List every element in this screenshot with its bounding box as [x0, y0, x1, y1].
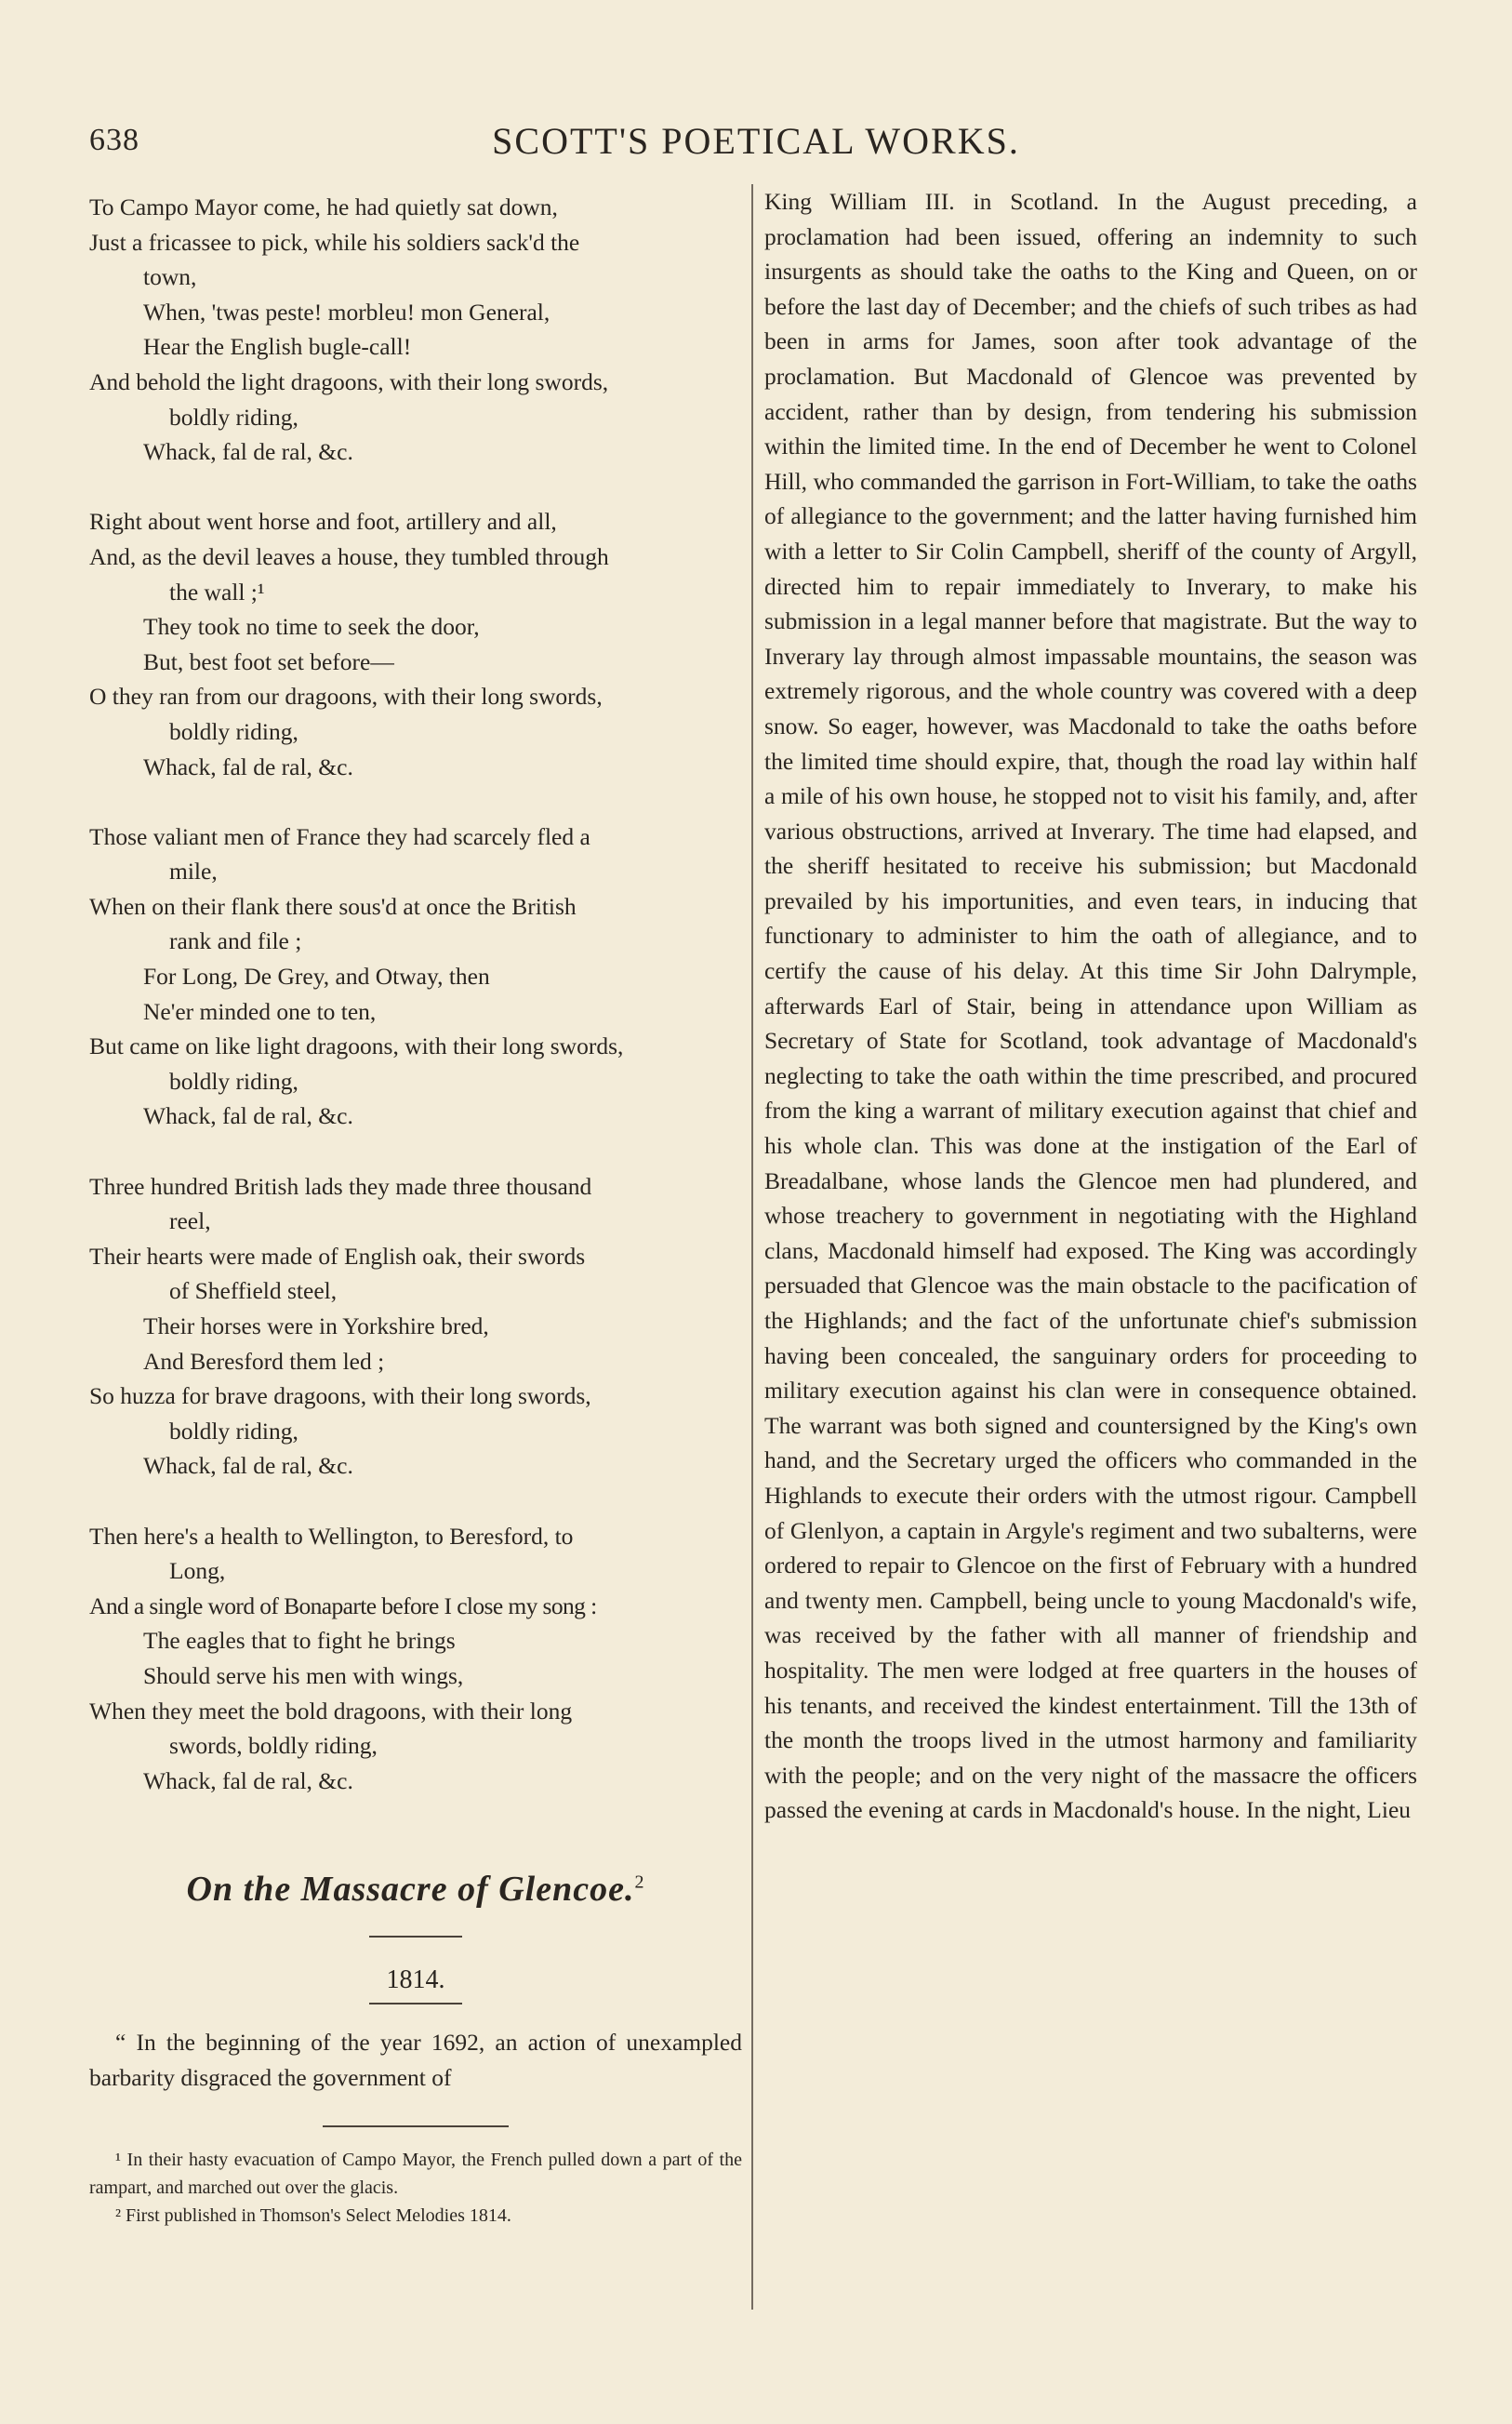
- poem-line: swords, boldly riding,: [169, 1732, 378, 1760]
- poem-line: When, 'twas peste! morbleu! mon General,: [143, 298, 550, 326]
- poem-line: When on their flank there sous'd at once the British: [89, 892, 577, 920]
- poem-line: The eagles that to fight he brings: [143, 1627, 456, 1655]
- footnote-rule: [323, 2125, 509, 2127]
- poem-line: But, best foot set before—: [143, 647, 394, 675]
- poem-line: mile,: [169, 858, 218, 886]
- footnotes: [89, 2146, 742, 2230]
- running-title: SCOTT'S POETICAL WORKS.: [492, 120, 1020, 162]
- poem-line: For Long, De Grey, and Otway, then: [143, 963, 490, 991]
- poem-line: Whack, fal de ral, &c.: [143, 438, 353, 466]
- poem-line: Whack, fal de ral, &c.: [143, 753, 353, 780]
- poem-stanza-2: [89, 504, 742, 784]
- poem-line: So huzza for brave dragoons, with their long swords,: [89, 1382, 591, 1410]
- poem-stanza-3: [89, 819, 742, 1134]
- poem-line: To Campo Mayor come, he had quietly sat down,: [89, 193, 558, 220]
- poem-line: boldly riding,: [169, 717, 298, 745]
- footnote-marker: 2: [634, 1871, 645, 1893]
- poem-line: Then here's a health to Wellington, to Beresford, to: [89, 1522, 574, 1550]
- section-title: [89, 1869, 742, 1910]
- poem-stanza-1: [89, 190, 742, 470]
- poem-line: And Beresford them led ;: [143, 1347, 385, 1375]
- section-date: 1814.: [386, 1965, 445, 1995]
- poem-line: When they meet the bold dragoons, with their long: [89, 1697, 573, 1725]
- poem-line: Whack, fal de ral, &c.: [143, 1766, 353, 1794]
- poem-line: town,: [143, 263, 197, 291]
- poem-line: boldly riding,: [169, 1067, 298, 1095]
- poem-line: And, as the devil leaves a house, they tumbled through: [89, 542, 609, 570]
- footnote-2: ² First published in Thomson's Select Melodies 1814.: [115, 2204, 511, 2226]
- poem-stanza-5: [89, 1519, 742, 1799]
- prose-paragraph: King William III. in Scotland. In the August preceding, a proclamation had been issued, offering an indemnity to such insurgents as should take the oaths to the King and Queen, on or before the last day of December; and the chiefs of such tribes as had been in arms for James, soon after took advantage of the proclamation. But Macdonald of Glencoe was prevented by accident, rather than by design, from tendering his submission within the limited time. In the end of December he went to Colonel Hill, who commanded the garrison in Fort-William, to take the oaths of allegiance to the government; and the latter having furnished him with a letter to Sir Colin Campbell, sheriff of the county of Argyll, directed him to repair immediately to Inverary, to make his submission in a legal manner before that magistrate. But the way to Inverary lay through almost impassable mountains, the season was extremely rigorous, and the whole country was covered with a deep snow. So eager, however, was Macdonald to take the oaths before the limited time should expire, that, though the road lay within half a mile of his own house, he stopped not to visit his family, and, after various obstructions, arrived at Inverary. The time had elapsed, and the sheriff hesitated to receive his submission; but Macdonald prevailed by his importunities, and even tears, in inducing that functionary to administer to him the oath of allegiance, and to certify the cause of his delay. At this time Sir John Dalrymple, afterwards Earl of Stair, being in attendance upon William as Secretary of State for Scotland, took advantage of Macdonald's neglecting to take the oath within the time prescribed, and procured from the king a warrant of military execution against that chief and his whole clan. This was done at the instigation of the Earl of Breadalbane, whose lands the Glencoe men had plundered, and whose treachery to government in negotiating with the Highland clans, Macdonald himself had exposed. The King was accordingly persuaded that Glencoe was the main obstacle to the pacification of the Highlands; and the fact of the unfortunate chief's submission having been concealed, the sanguinary orders for proceeding to military execution against his clan were in consequence obtained. The warrant was both signed and countersigned by the King's own hand, and the Secretary urged the officers who commanded in the Highlands to execute their orders with the utmost rigour. Campbell of Glenlyon, a captain in Argyle's regiment and two subalterns, were ordered to repair to Glencoe on the first of February with a hundred and twenty men. Campbell, being uncle to young Macdonald's wife, was received by the father with all manner of friendship and hospitality. The men were lodged at free quarters in the houses of his tenants, and received the kindest entertainment. Till the 13th of the month the troops lived in the utmost harmony and familiarity with the people; and on the very night of the massacre the officers passed the evening at cards in Macdonald's house. In the night, Lieu: [764, 188, 1417, 1824]
- poem-line: Their hearts were made of English oak, their swords: [89, 1242, 586, 1270]
- right-column: [764, 184, 1417, 1828]
- poem-stanza-4: [89, 1169, 742, 1484]
- poem-line: They took no time to seek the door,: [143, 613, 480, 641]
- poem-line: boldly riding,: [169, 1417, 298, 1445]
- poem-line: Just a fricassee to pick, while his soldiers sack'd the: [89, 228, 580, 256]
- poem-line: Right about went horse and foot, artillery and all,: [89, 508, 557, 536]
- poem-line: boldly riding,: [169, 403, 298, 431]
- poem-line: the wall ;¹: [169, 578, 265, 606]
- intro-paragraph: “ In the beginning of the year 1692, an action of unexampled barbarity disgraced the government of: [89, 2029, 742, 2091]
- poem-line: Should serve his men with wings,: [143, 1661, 464, 1689]
- poem-line: rank and file ;: [169, 927, 302, 955]
- page-number: 638: [89, 123, 139, 157]
- poem-line: reel,: [169, 1207, 211, 1235]
- section-title-text: On the Massacre of Glencoe.: [186, 1870, 635, 1910]
- title-rule: [369, 1936, 462, 1938]
- poem-line: Ne'er minded one to ten,: [143, 997, 377, 1025]
- running-head: [0, 119, 1512, 166]
- poem-line: But came on like light dragoons, with their long swords,: [89, 1032, 624, 1060]
- date-rule: [369, 2003, 462, 2004]
- poem-line: And a single word of Bonaparte before I close my song :: [89, 1592, 597, 1619]
- column-divider: [751, 184, 753, 2310]
- poem-line: Hear the English bugle-call!: [143, 333, 412, 361]
- left-prose: [89, 2025, 742, 2095]
- footnote-1: ¹ In their hasty evacuation of Campo Mayor, the French pulled down a part of the rampart, and marched out over the glacis.: [89, 2149, 742, 2198]
- poem-line: Three hundred British lads they made three thousand: [89, 1172, 592, 1200]
- poem-line: And behold the light dragoons, with their long swords,: [89, 367, 609, 395]
- poem-line: of Sheffield steel,: [169, 1277, 338, 1305]
- poem-line: Their horses were in Yorkshire bred,: [143, 1312, 489, 1339]
- left-column: [89, 190, 742, 2230]
- poem-line: Those valiant men of France they had scarcely fled a: [89, 822, 590, 850]
- poem-line: O they ran from our dragoons, with their long swords,: [89, 683, 603, 711]
- poem-line: Whack, fal de ral, &c.: [143, 1452, 353, 1480]
- poem-line: Long,: [169, 1557, 226, 1585]
- poem-line: Whack, fal de ral, &c.: [143, 1102, 353, 1130]
